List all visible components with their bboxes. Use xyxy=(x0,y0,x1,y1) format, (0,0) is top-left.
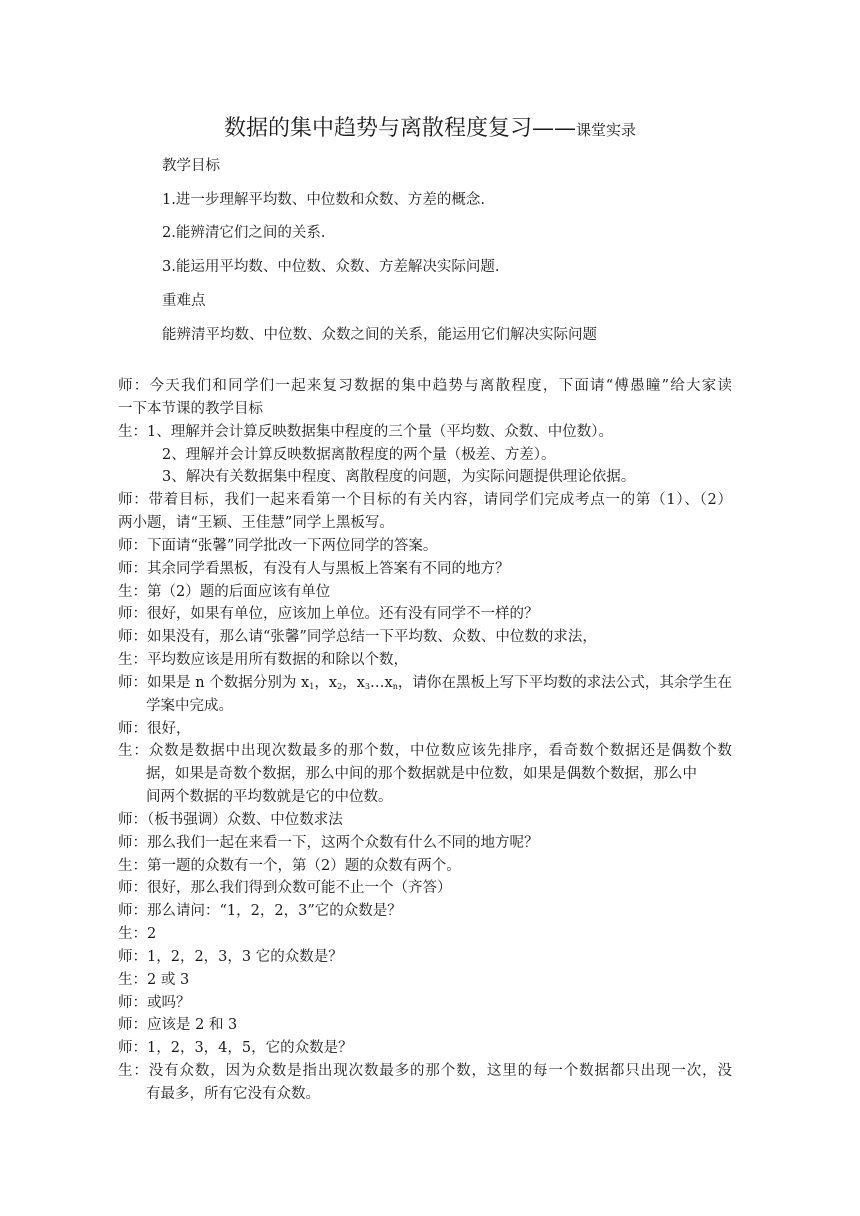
key-points-heading: 重难点 xyxy=(162,293,206,309)
dialogue-line: 生：2 xyxy=(118,926,157,942)
dialogue-line: 生：众数是数据中出现次数最多的那个数，中位数应该先排序，看奇数个数据还是偶数个数 xyxy=(118,743,732,759)
line-segment: ，x xyxy=(342,675,365,691)
dialogue-line: 师：1，2，2，3，3 它的众数是？ xyxy=(118,949,343,965)
dialogue-line: 间两个数据的平均数就是它的中位数。 xyxy=(146,789,393,805)
dialogue-line: 师：应该是 2 和 3 xyxy=(118,1017,238,1033)
objective-item: 2.能辨清它们之间的关系. xyxy=(162,225,326,241)
dialogue-line: 师：（板书强调）众数、中位数求法 xyxy=(118,812,343,828)
key-points-text: 能辨清平均数、中位数、众数之间的关系，能运用它们解决实际问题 xyxy=(162,327,597,343)
dialogue-line: 学案中完成。 xyxy=(146,698,233,714)
line-segment: …x xyxy=(370,675,393,691)
dialogue-line: 生：没有众数，因为众数是指出现次数最多的那个数，这里的每一个数据都只出现一次，没 xyxy=(118,1063,732,1079)
title-subtitle: 课堂实录 xyxy=(576,121,637,139)
document-title xyxy=(0,114,860,145)
subscript: 3 xyxy=(364,682,370,691)
dialogue-line: 师：那么我们一起在来看一下，这两个众数有什么不同的地方呢？ xyxy=(118,835,539,851)
line-segment: ，x xyxy=(314,675,338,691)
dialogue-line: 师：或吗？ xyxy=(118,995,191,1011)
dialogue-line: 师：带着目标，我们一起来看第一个目标的有关内容，请同学们完成考点一的第（1）、（2） xyxy=(118,492,732,508)
dialogue-line: 据，如果是奇数个数据，那么中间的那个数据就是中位数，如果是偶数个数据，那么中 xyxy=(146,766,697,782)
dialogue-line: 师：如果没有，那么请“张馨”同学总结一下平均数、众数、中位数的求法， xyxy=(118,629,597,645)
subscript: n xyxy=(392,682,398,691)
line-segment: 师：如果是 n 个数据分别为 x xyxy=(118,675,310,691)
line-segment: ，请你在黑板上写下平均数的求法公式，其余学生在 xyxy=(397,675,732,691)
dialogue-line: 师：很好，如果有单位，应该加上单位。还有没有同学不一样的？ xyxy=(118,606,539,622)
dialogue-line: 师：其余同学看黑板，有没有人与黑板上答案有不同的地方？ xyxy=(118,561,510,577)
dialogue-line: 2、理解并会计算反映数据离散程度的两个量（极差、方差）。 xyxy=(162,447,556,463)
dialogue-line: 师：很好， xyxy=(118,721,191,737)
title-main: 数据的集中趋势与离散程度复习—— xyxy=(223,116,576,141)
dialogue-line: 有最多，所有它没有众数。 xyxy=(146,1086,320,1102)
objective-item: 1.进一步理解平均数、中位数和众数、方差的概念. xyxy=(162,192,485,208)
dialogue-line: 生：第一题的众数有一个，第（2）题的众数有两个。 xyxy=(118,858,461,874)
dialogue-line: 生：平均数应该是用所有数据的和除以个数， xyxy=(118,652,408,668)
dialogue-line: 师：很好，那么我们得到众数可能不止一个（齐答） xyxy=(118,880,452,896)
dialogue-line: 生：2 或 3 xyxy=(118,972,190,988)
dialogue-line: 师：今天我们和同学们一起来复习数据的集中趋势与离散程度，下面请“傅愚瞳”给大家读 xyxy=(118,378,732,394)
dialogue-line: 两小题，请“王颖、王佳慧”同学上黑板写。 xyxy=(118,515,394,531)
dialogue-line: 一下本节课的教学目标 xyxy=(118,401,263,417)
dialogue-line xyxy=(118,672,732,694)
dialogue-line: 师：那么请问：“1，2，2，3”它的众数是？ xyxy=(118,903,402,919)
dialogue-line: 师：下面请“张馨”同学批改一下两位同学的答案。 xyxy=(118,538,438,554)
dialogue-line: 生：第（2）题的后面应该有单位 xyxy=(118,584,331,600)
objectives-heading: 教学目标 xyxy=(162,158,220,174)
dialogue-line: 3、解决有关数据集中程度、离散程度的问题，为实际问题提供理论依据。 xyxy=(162,469,636,485)
subscript: 2 xyxy=(337,682,343,691)
subscript: 1 xyxy=(309,682,315,691)
objective-item: 3.能运用平均数、中位数、众数、方差解决实际问题. xyxy=(162,259,500,275)
dialogue-line: 师：1，2，3，4，5，它的众数是？ xyxy=(118,1040,353,1056)
dialogue-line: 生：1、理解并会计算反映数据集中程度的三个量（平均数、众数、中位数）。 xyxy=(118,424,613,440)
